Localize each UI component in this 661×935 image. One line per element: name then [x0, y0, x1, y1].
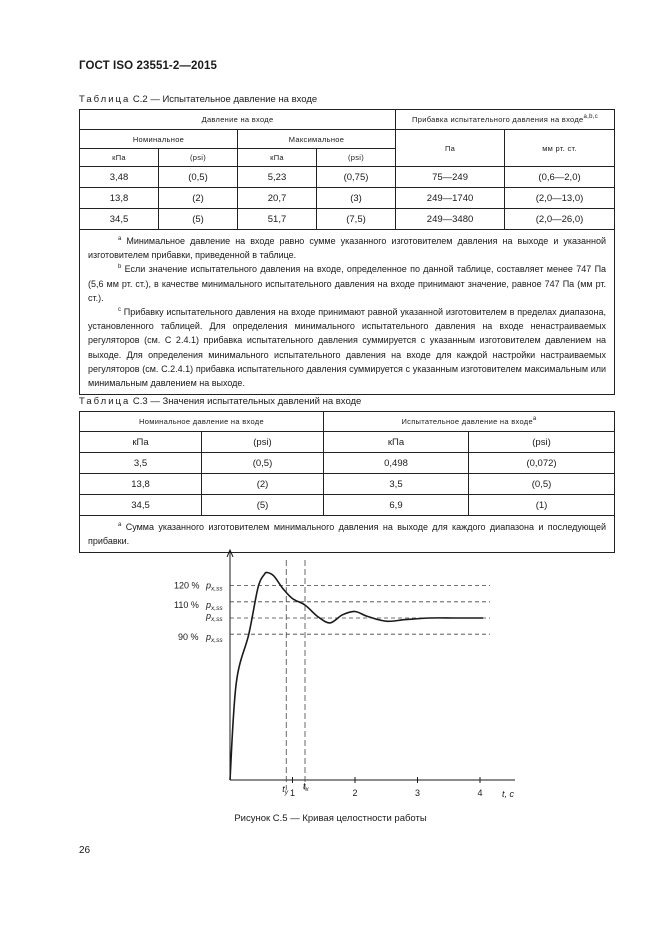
table-row [80, 453, 615, 474]
x-tick-label: 3 [414, 788, 421, 798]
table-cell: (0,5) [202, 453, 324, 474]
table-c2-caption-text: С.2 — Испытательное давление на входе [132, 94, 318, 105]
label-120-p: $p_{x,ss}$ [206, 580, 223, 593]
table-cell: (1) [469, 495, 615, 516]
table-cell: 51,7 [238, 209, 317, 230]
table-row [80, 167, 615, 188]
table-cell: 75—249 [396, 167, 505, 188]
table-c2-caption-word: Таблица [79, 94, 131, 105]
t-y-label: $t_y$ [282, 784, 289, 796]
document-header: ГОСТ ISO 23551-2—2015 [79, 60, 217, 72]
table-c2-header-increment-text: Прибавка испытательного давления на входе [412, 115, 584, 124]
table-c2-header-pa: Па [396, 130, 505, 167]
page-number: 26 [79, 845, 91, 856]
table-row [80, 495, 615, 516]
x-axis-label: t, с [502, 789, 515, 799]
figure-caption: Рисунок С.5 — Кривая целостности работы [234, 813, 427, 824]
table-cell: 13,8 [80, 474, 202, 495]
table-cell: 3,5 [324, 474, 469, 495]
table-c2-header-nominal: Номинальное [80, 130, 238, 149]
x-tick-label: 4 [477, 788, 483, 798]
table-c2-note-c [88, 305, 606, 390]
note-text: Минимальное давление на входе равно сумме указанного изготовителем давления на выходе и указанной изготовителем прибавки, приведенной в таблице. [88, 236, 607, 261]
table-cell: 249—3480 [396, 209, 505, 230]
table-c3-header-test [324, 412, 615, 432]
table-c3-header-test-sup: a [532, 416, 537, 422]
note-text: Сумма указанного изготовителем минимального давления на выходе для каждого диапазона и последующей прибавки. [88, 522, 607, 547]
table-cell: 3,48 [80, 167, 159, 188]
table-c2-header-mmhg: мм рт. ст. [505, 130, 615, 167]
note-mark: a [118, 522, 122, 528]
x-tick-label: 2 [352, 788, 358, 798]
label-90-p: $p_{x,ss}$ [206, 632, 223, 645]
label-110-p: $p_{x,ss}$ [206, 599, 223, 612]
pressure-curve-line [230, 572, 483, 780]
table-c2-note-a [88, 234, 606, 262]
table-cell: (0,5) [469, 474, 615, 495]
note-mark: c [118, 307, 121, 314]
table-cell: (5) [159, 209, 238, 230]
t-x-label: $t_x$ [303, 781, 309, 793]
table-cell: 0,498 [324, 453, 469, 474]
table-cell: 34,5 [80, 209, 159, 230]
table-c3-caption-word: Таблица [79, 396, 131, 407]
table-cell: (2,0—26,0) [505, 209, 615, 230]
table-cell: (2,0—13,0) [505, 188, 615, 209]
table-cell: (0,5) [159, 167, 238, 188]
table-c2-note-b [88, 262, 606, 305]
note-mark: b [118, 264, 122, 271]
table-c3-unit-psi: (psi) [202, 432, 324, 453]
table-c3-caption-text: С.3 — Значения испытательных давлений на входе [132, 396, 362, 407]
label-110: 110 % [174, 599, 199, 610]
table-cell: (0,6—2,0) [505, 167, 615, 188]
table-c3-caption [79, 396, 361, 407]
note-text: Прибавку испытательного давления на входе принимают равной указанной изготовителем в пределах диапазона, установленного таблицей. Для определения минимального испытательного давления на входе ненастраиваемых регуляторов (см. С 2.4.1) прибавка испытательного давления суммируется с указанным изготовителем давлением на выходе. Для определения минимального испытательного давления на входе для каждой настройки настраиваемых регуляторов (см. С.2.4.1) прибавка испытательного давления суммируется с указанным изготовителем максимальным или минимальным давлением на выходе. [88, 307, 607, 389]
table-cell: 6,9 [324, 495, 469, 516]
table-cell: (7,5) [317, 209, 396, 230]
table-row [80, 209, 615, 230]
table-c2-header-inlet: Давление на входе [80, 110, 396, 130]
table-c2 [79, 109, 615, 395]
table-c3 [79, 411, 615, 553]
table-c3-unit-kpa: кПа [80, 432, 202, 453]
table-cell: (5) [202, 495, 324, 516]
table-c2-unit-psi-nominal: (psi) [159, 149, 238, 167]
table-row [80, 188, 615, 209]
table-c2-header-maximal: Максимальное [238, 130, 396, 149]
x-tick-label: 1 [289, 788, 296, 798]
table-cell: 249—1740 [396, 188, 505, 209]
note-mark: a [118, 236, 122, 242]
table-cell: (3) [317, 188, 396, 209]
table-cell: 34,5 [80, 495, 202, 516]
label-100-p: $p_{x,ss}$ [206, 611, 223, 623]
table-cell: 13,8 [80, 188, 159, 209]
table-c3-header-test-text: Испытательное давление на входе [401, 417, 533, 426]
table-cell: 5,23 [238, 167, 317, 188]
table-c2-notes [80, 230, 615, 395]
table-c2-unit-psi-maximal: (psi) [317, 149, 396, 167]
table-cell: (2) [202, 474, 324, 495]
note-text: Если значение испытательного давления на входе, определенное по данной таблице, составляет менее 747 Па (5,6 мм рт. ст.), в качестве минимального испытательного давления на входе принимают значение, равное 747 Па (мм рт. ст.). [88, 264, 607, 303]
table-c3-unit-kpa-test: кПа [324, 432, 469, 453]
table-c3-header-nominal: Номинальное давление на входе [80, 412, 324, 432]
table-cell: 20,7 [238, 188, 317, 209]
label-120: 120 % [174, 580, 200, 591]
table-c2-unit-kpa-nominal: кПа [80, 149, 159, 167]
label-90: 90 % [178, 632, 199, 643]
table-c2-caption [79, 94, 317, 105]
table-c2-header-increment-sup: a,b,c [583, 114, 599, 120]
table-cell: (0,75) [317, 167, 396, 188]
performance-curve-chart [160, 540, 520, 810]
table-cell: (0,072) [469, 453, 615, 474]
table-c3-unit-psi-test: (psi) [469, 432, 615, 453]
table-c2-unit-kpa-maximal: кПа [238, 149, 317, 167]
table-cell: (2) [159, 188, 238, 209]
table-row [80, 474, 615, 495]
table-cell: 3,5 [80, 453, 202, 474]
table-c2-header-increment [396, 110, 615, 130]
